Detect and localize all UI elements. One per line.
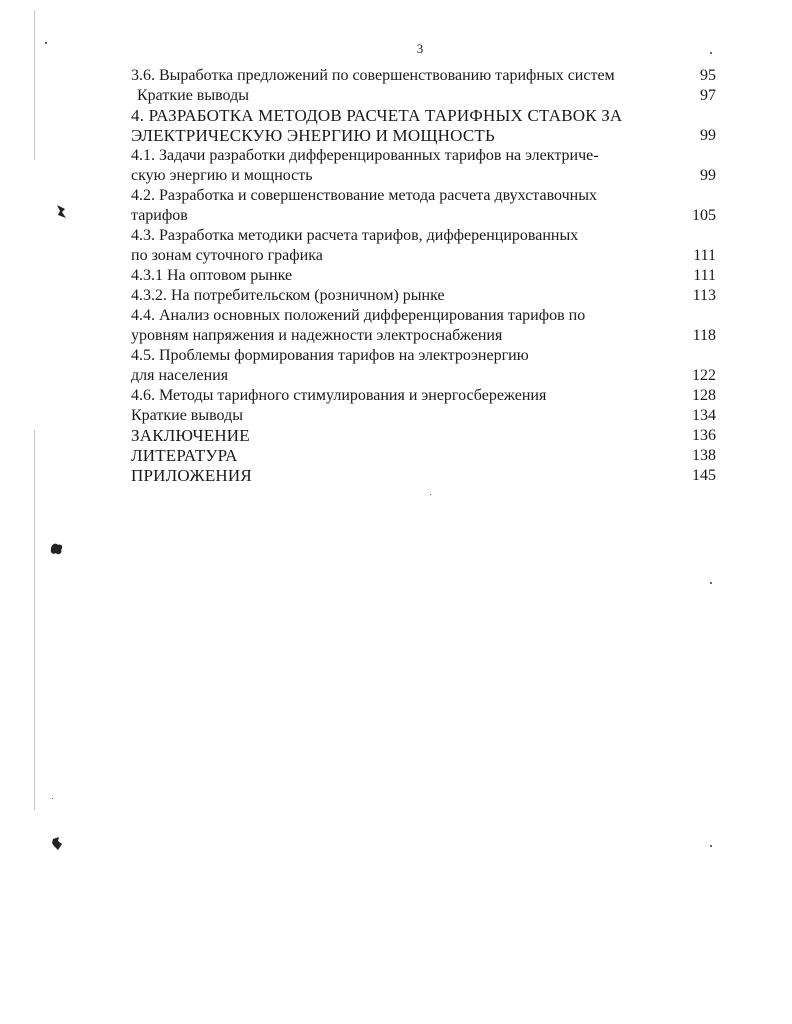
toc-entry-4-2 xyxy=(131,186,716,226)
toc-entry-title-line2: уровням напряжения и надежности электроснабжения xyxy=(131,327,503,344)
toc-entry-page: 99 xyxy=(700,167,716,184)
toc-entry-page: 122 xyxy=(692,367,716,384)
toc-entry-page: 128 xyxy=(692,387,716,404)
toc-entry-4-3-1 xyxy=(131,266,716,286)
toc-entry-page: 113 xyxy=(692,287,716,304)
toc-entry-appendix xyxy=(131,466,716,486)
toc-entry-title-line2: скую энергию и мощность xyxy=(131,167,313,184)
toc-entry-conclusion xyxy=(131,426,716,446)
toc-entry-summary-3 xyxy=(131,86,716,106)
binder-hole-mark xyxy=(50,836,64,852)
toc-entry-title-line2: ЭЛЕКТРИЧЕСКУЮ ЭНЕРГИЮ И МОЩНОСТЬ xyxy=(131,126,495,145)
toc-entry-title: 4.3.1 На оптовом рынке xyxy=(131,267,293,284)
toc-entry-title-line2: тарифов xyxy=(131,207,188,224)
toc-entry-chapter-4 xyxy=(131,106,716,146)
toc-entry-title-line2: по зонам суточного графика xyxy=(131,247,323,264)
toc-entry-4-3-2 xyxy=(131,286,716,306)
toc-entry-4-6 xyxy=(131,386,716,406)
toc-entry-4-3 xyxy=(131,226,716,266)
toc-entry-page: 145 xyxy=(692,467,716,484)
toc-entry-page: 97 xyxy=(700,87,716,104)
toc-entry-page: 111 xyxy=(693,267,716,284)
toc-entry-page: 118 xyxy=(692,327,716,344)
toc-entry-title: 3.6. Выработка предложений по совершенствованию тарифных систем xyxy=(131,67,615,84)
toc-entry-title-line1: 4.4. Анализ основных положений дифференцирования тарифов по xyxy=(131,307,586,324)
scan-margin-line xyxy=(34,10,35,160)
toc-entry-summary-4 xyxy=(131,406,716,426)
scan-speck xyxy=(52,798,53,799)
toc-entry-title-line1: 4. РАЗРАБОТКА МЕТОДОВ РАСЧЕТА ТАРИФНЫХ СТАВОК ЗА xyxy=(131,106,623,125)
toc-entry-page: 111 xyxy=(693,247,716,264)
toc-entry-title-line1: 4.2. Разработка и совершенствование метода расчета двухставочных xyxy=(131,187,597,204)
toc-entry-title-line1: 4.3. Разработка методики расчета тарифов, дифференцированных xyxy=(131,227,579,244)
toc-entry-4-5 xyxy=(131,346,716,386)
scan-speck xyxy=(710,582,712,584)
toc-entry-page: 99 xyxy=(700,127,716,144)
scan-speck xyxy=(710,845,712,847)
toc-entry-title: ПРИЛОЖЕНИЯ xyxy=(131,466,252,485)
toc-entry-4-4 xyxy=(131,306,716,346)
toc-entry-page: 138 xyxy=(692,447,716,464)
binder-hole-mark xyxy=(49,541,65,557)
toc-entry-page: 95 xyxy=(700,67,716,84)
toc-entry-title: ЛИТЕРАТУРА xyxy=(131,446,238,465)
toc-entry-literature xyxy=(131,446,716,466)
toc-entry-page: 134 xyxy=(692,407,716,424)
toc-entry-title: 4.6. Методы тарифного стимулирования и энергосбережения xyxy=(131,387,547,404)
scan-margin-line xyxy=(34,430,35,810)
toc-entry-page: 105 xyxy=(692,207,716,224)
toc-entry-3-6 xyxy=(131,66,716,86)
binder-hole-mark xyxy=(54,203,68,221)
toc-entry-4-1 xyxy=(131,146,716,186)
toc-entry-title-line1: 4.1. Задачи разработки дифференцированных тарифов на электриче- xyxy=(131,147,599,164)
toc-entry-title: ЗАКЛЮЧЕНИЕ xyxy=(131,426,250,445)
toc-entry-title-line2: для населения xyxy=(131,367,229,384)
scan-speck xyxy=(430,494,431,495)
toc-entry-title: 4.3.2. На потребительском (розничном) рынке xyxy=(131,287,445,304)
toc-entry-title: Краткие выводы xyxy=(131,407,243,424)
page-number: 3 xyxy=(416,41,424,56)
table-of-contents xyxy=(131,66,716,486)
toc-entry-title: Краткие выводы xyxy=(137,87,249,104)
toc-entry-page: 136 xyxy=(692,427,716,444)
toc-entry-title-line1: 4.5. Проблемы формирования тарифов на электроэнергию xyxy=(131,347,529,364)
